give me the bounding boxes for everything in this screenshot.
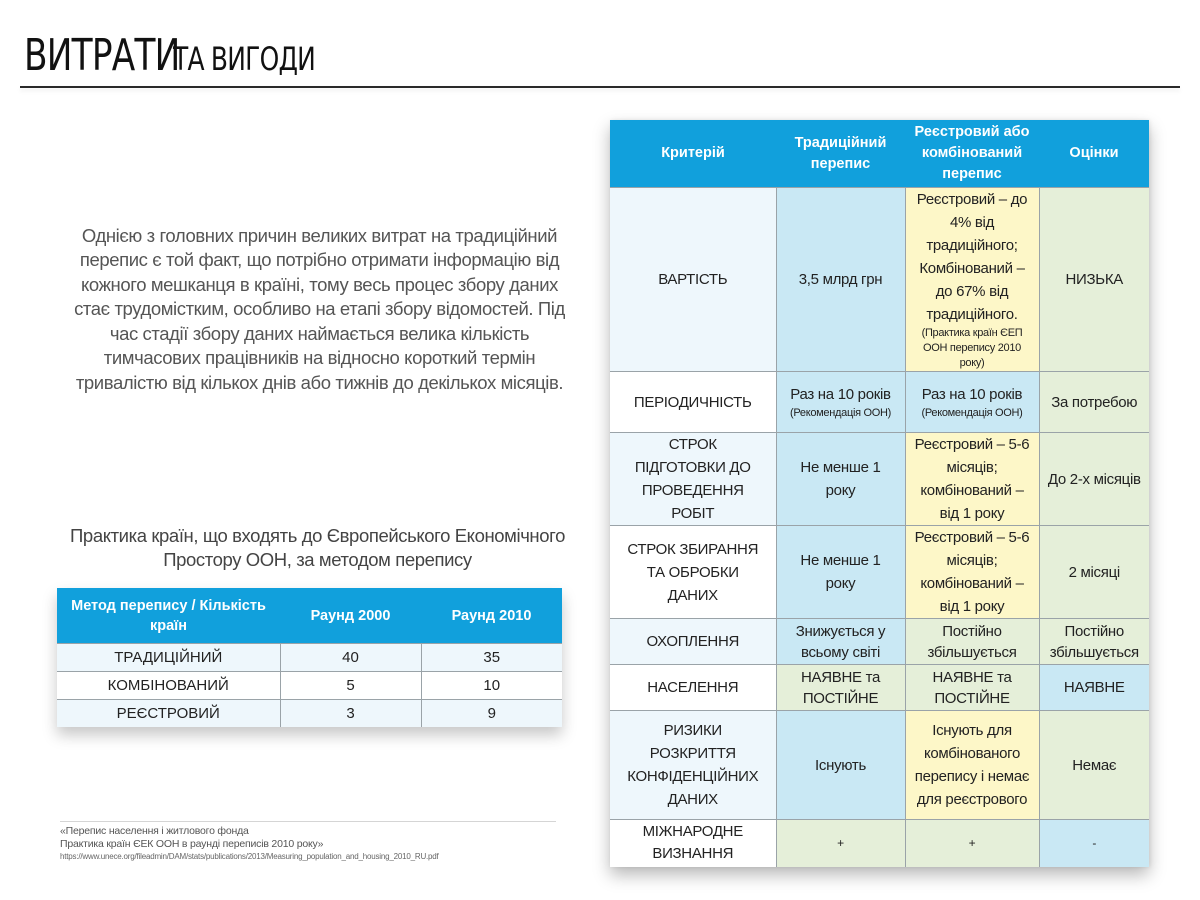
assessment-cell: НИЗЬКА bbox=[1039, 188, 1149, 372]
intro-paragraph: Однією з головних причин великих витрат на традиційний перепис є той факт, що потрібно отримати інформацію від кожного мешканця в країні, тому весь процес збору даних стає трудомістким, особливо на етапі збору відомостей. Під час стадії збору даних наймається велика кількість тимчасових працівників на відносно короткий термін тривалістю від кількох днів або тижнів до декількох місяців. bbox=[74, 224, 565, 393]
page-title-main: ВИТРАТИ bbox=[24, 30, 180, 81]
assessment-cell: За потребою bbox=[1039, 372, 1149, 433]
method-cell: РЕЄСТРОВИЙ bbox=[57, 700, 280, 728]
assessment-cell: До 2-х місяців bbox=[1039, 433, 1149, 526]
method-cell: КОМБІНОВАНИЙ bbox=[57, 672, 280, 700]
practice-header-method: Метод перепису / Кількість країн bbox=[57, 588, 280, 644]
comparison-row bbox=[610, 665, 1149, 711]
register-note: (Рекомендація ООН) bbox=[921, 407, 1023, 419]
criterion-cell: СТРОК ЗБИРАННЯ ТА ОБРОБКИ ДАНИХ bbox=[610, 526, 776, 619]
assessment-cell: Постійно збільшується bbox=[1039, 619, 1149, 665]
register-cell: Існують для комбінованого перепису і немає для реєстрового bbox=[905, 711, 1039, 820]
practice-table-row bbox=[57, 644, 562, 672]
register-cell bbox=[905, 188, 1039, 372]
register-cell: Постійно збільшується bbox=[905, 619, 1039, 665]
practice-table bbox=[57, 588, 562, 727]
round-2000-cell: 3 bbox=[280, 700, 421, 728]
footnote-source-title: «Перепис населення і житлового фонда bbox=[60, 825, 249, 837]
practice-table-header-row bbox=[57, 588, 562, 644]
footnote bbox=[60, 825, 580, 863]
round-2010-cell: 10 bbox=[421, 672, 562, 700]
register-cell: Реєстровий – 5-6 місяців; комбінований – від 1 року bbox=[905, 433, 1039, 526]
footnote-source-subtitle: Практика країн ЄЕК ООН в раунді переписів 2010 року» bbox=[60, 838, 324, 850]
traditional-cell: Знижується у всьому світі bbox=[776, 619, 905, 665]
register-cell bbox=[905, 372, 1039, 433]
practice-header-round-2000: Раунд 2000 bbox=[280, 588, 421, 644]
traditional-cell: Не менше 1 року bbox=[776, 433, 905, 526]
criterion-cell: МІЖНАРОДНЕ ВИЗНАННЯ bbox=[610, 820, 776, 867]
traditional-cell: Не менше 1 року bbox=[776, 526, 905, 619]
criterion-cell: НАСЕЛЕННЯ bbox=[610, 665, 776, 711]
comparison-table-header-row bbox=[610, 120, 1149, 188]
header-traditional: Традиційний перепис bbox=[776, 120, 905, 188]
traditional-cell: Існують bbox=[776, 711, 905, 820]
comparison-row bbox=[610, 372, 1149, 433]
round-2000-cell: 5 bbox=[280, 672, 421, 700]
practice-header-round-2010: Раунд 2010 bbox=[421, 588, 562, 644]
criterion-cell: СТРОК ПІДГОТОВКИ ДО ПРОВЕДЕННЯ РОБІТ bbox=[610, 433, 776, 526]
header-register: Реєстровий або комбінований перепис bbox=[905, 120, 1039, 188]
page-title-secondary: ТА ВИГОДИ bbox=[172, 40, 315, 78]
traditional-note: (Рекомендація ООН) bbox=[789, 407, 892, 419]
comparison-row bbox=[610, 820, 1149, 867]
footnote-source-url[interactable]: https://www.unece.org/fileadmin/DAM/stats/publications/2013/Measuring_population_and_housing_2010_RU.pdf bbox=[60, 852, 439, 861]
assessment-cell: Немає bbox=[1039, 711, 1149, 820]
assessment-cell: НАЯВНЕ bbox=[1039, 665, 1149, 711]
register-note: (Практика країн ЄЕП ООН перепису 2010 року) bbox=[921, 327, 1023, 369]
traditional-cell: НАЯВНЕ та ПОСТІЙНЕ bbox=[776, 665, 905, 711]
assessment-cell: - bbox=[1039, 820, 1149, 867]
round-2010-cell: 9 bbox=[421, 700, 562, 728]
criterion-cell: ВАРТІСТЬ bbox=[610, 188, 776, 372]
header-criterion: Критерій bbox=[610, 120, 776, 188]
page-title bbox=[24, 30, 355, 81]
round-2010-cell: 35 bbox=[421, 644, 562, 672]
register-cell: + bbox=[905, 820, 1039, 867]
criterion-cell: РИЗИКИ РОЗКРИТТЯ КОНФІДЕНЦІЙНИХ ДАНИХ bbox=[610, 711, 776, 820]
criterion-cell: ОХОПЛЕННЯ bbox=[610, 619, 776, 665]
register-value: Раз на 10 років bbox=[921, 386, 1023, 403]
criterion-cell: ПЕРІОДИЧНІСТЬ bbox=[610, 372, 776, 433]
traditional-cell: 3,5 млрд грн bbox=[776, 188, 905, 372]
comparison-row bbox=[610, 188, 1149, 372]
assessment-cell: 2 місяці bbox=[1039, 526, 1149, 619]
register-cell: НАЯВНЕ та ПОСТІЙНЕ bbox=[905, 665, 1039, 711]
practice-table-row bbox=[57, 672, 562, 700]
comparison-table bbox=[610, 120, 1149, 867]
comparison-row bbox=[610, 433, 1149, 526]
footnote-divider bbox=[60, 821, 556, 822]
method-cell: ТРАДИЦІЙНИЙ bbox=[57, 644, 280, 672]
traditional-cell: + bbox=[776, 820, 905, 867]
register-cell: Реєстровий – 5-6 місяців; комбінований – від 1 року bbox=[905, 526, 1039, 619]
title-divider bbox=[20, 86, 1180, 88]
comparison-row bbox=[610, 526, 1149, 619]
round-2000-cell: 40 bbox=[280, 644, 421, 672]
practice-table-title: Практика країн, що входять до Європейського Економічного Простору ООН, за методом перепису bbox=[70, 525, 565, 570]
practice-table-row bbox=[57, 700, 562, 728]
header-assessment: Оцінки bbox=[1039, 120, 1149, 188]
register-value: Реєстровий – до 4% від традиційного; Комбінований – до 67% від традиційного. bbox=[916, 191, 1028, 323]
traditional-cell bbox=[776, 372, 905, 433]
comparison-row bbox=[610, 619, 1149, 665]
traditional-value: Раз на 10 років bbox=[790, 386, 891, 403]
comparison-row bbox=[610, 711, 1149, 820]
